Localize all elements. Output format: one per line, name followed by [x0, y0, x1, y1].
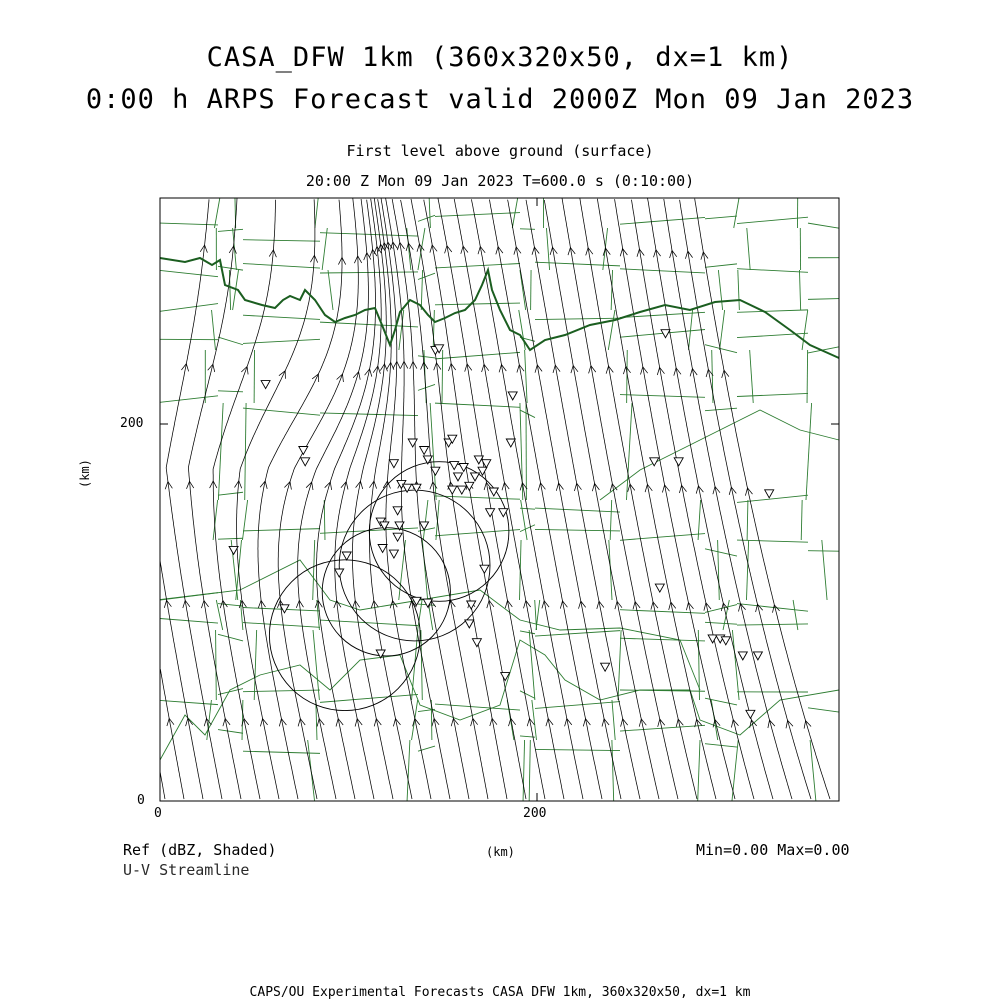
county-line — [529, 630, 535, 700]
county-line — [243, 529, 320, 531]
county-line — [750, 350, 754, 403]
streamline — [237, 199, 315, 799]
county-line — [808, 708, 839, 712]
county-line — [160, 270, 218, 276]
streamline — [160, 669, 184, 799]
station-marker — [393, 507, 402, 515]
county-line — [747, 228, 750, 270]
streamline — [386, 199, 450, 800]
county-line — [822, 540, 827, 600]
county-line — [212, 310, 216, 350]
county-line — [315, 198, 318, 228]
station-marker — [480, 565, 489, 573]
county-line — [243, 408, 320, 415]
county-line — [243, 315, 320, 319]
county-line — [801, 500, 802, 540]
streamline — [680, 200, 811, 799]
station-marker — [408, 439, 417, 447]
station-marker — [601, 663, 610, 671]
county-line — [718, 540, 720, 600]
station-marker — [765, 490, 774, 498]
station-marker — [746, 710, 755, 718]
county-line — [243, 339, 320, 343]
county-line — [407, 740, 410, 801]
county-line — [435, 303, 520, 305]
county-line — [242, 500, 247, 540]
state-border — [160, 258, 839, 358]
county-line — [520, 631, 535, 634]
county-line — [620, 610, 705, 614]
county-line — [620, 269, 705, 273]
county-line — [612, 740, 614, 801]
radar-ring — [269, 560, 420, 711]
county-line — [737, 604, 808, 612]
station-marker — [389, 550, 398, 558]
station-marker — [708, 635, 717, 643]
county-line — [435, 704, 520, 710]
county-line — [423, 500, 428, 540]
station-marker — [448, 486, 457, 494]
county-line — [218, 634, 243, 641]
county-line — [698, 740, 700, 801]
level-label: First level above ground (surface) — [346, 142, 654, 160]
county-line — [418, 356, 435, 358]
county-line — [546, 228, 549, 270]
county-line — [737, 310, 808, 312]
station-marker — [721, 637, 730, 645]
county-line — [218, 337, 243, 345]
county-line — [243, 623, 320, 628]
county-line — [689, 310, 693, 350]
county-line — [418, 228, 425, 270]
county-line — [519, 310, 526, 350]
county-line — [806, 403, 812, 500]
county-line — [705, 216, 737, 219]
county-line — [218, 403, 223, 500]
county-line — [535, 318, 620, 319]
x-axis-label: (km) — [486, 845, 515, 859]
station-markers — [229, 330, 774, 719]
streamline — [370, 199, 413, 799]
streamline — [381, 199, 431, 800]
streamline — [278, 198, 358, 799]
county-line — [245, 403, 246, 500]
station-marker — [261, 381, 270, 389]
county-line — [160, 396, 218, 403]
county-line — [418, 384, 435, 390]
station-marker — [229, 546, 238, 554]
county-line — [160, 304, 218, 312]
county-line — [242, 700, 243, 740]
radar-range-rings — [269, 462, 509, 711]
station-marker — [655, 584, 664, 592]
station-marker — [393, 533, 402, 541]
streamline — [508, 200, 621, 799]
county-line — [732, 630, 739, 700]
station-marker — [378, 545, 387, 553]
county-line — [747, 500, 748, 540]
county-line — [320, 272, 418, 273]
streamline — [401, 200, 488, 799]
county-line — [218, 492, 243, 495]
station-marker — [450, 462, 459, 470]
county-line — [218, 730, 243, 734]
county-line — [808, 299, 839, 300]
county-line — [535, 749, 620, 750]
station-marker — [753, 652, 762, 660]
county-line — [535, 702, 620, 709]
county-line — [807, 350, 808, 403]
county-line — [160, 223, 218, 225]
county-line — [160, 700, 218, 704]
streamline — [695, 199, 830, 799]
county-line — [618, 630, 621, 700]
county-line — [793, 600, 798, 630]
county-line — [705, 549, 737, 556]
county-line — [608, 310, 615, 350]
streamline — [160, 771, 165, 799]
county-line — [737, 495, 808, 502]
y-tick-200: 200 — [120, 416, 144, 431]
county-line — [320, 620, 418, 626]
streamline — [648, 198, 773, 799]
contour-field-legend: U-V Streamline — [123, 861, 250, 879]
station-marker — [486, 509, 495, 517]
station-marker — [301, 458, 310, 466]
county-line — [243, 751, 320, 753]
county-line — [620, 638, 705, 641]
county-line — [737, 540, 808, 542]
main-title: CASA_DFW 1km (360x320x50, dx=1 km) — [206, 42, 794, 73]
county-line — [313, 540, 315, 600]
county-line — [520, 270, 526, 310]
x-tick-200: 200 — [523, 806, 547, 821]
county-line — [705, 264, 737, 267]
county-line — [536, 600, 540, 630]
station-marker — [506, 439, 515, 447]
county-line — [429, 198, 430, 228]
county-line — [808, 223, 839, 228]
county-line — [520, 525, 535, 532]
county-line — [322, 228, 327, 270]
station-marker — [423, 599, 432, 607]
county-line — [535, 529, 620, 530]
county-line — [243, 240, 320, 242]
county-line — [738, 270, 740, 310]
county-line — [718, 270, 722, 310]
station-marker — [454, 473, 463, 481]
county-line — [737, 393, 808, 396]
county-line — [254, 630, 256, 700]
county-line — [705, 408, 737, 411]
county-line — [620, 217, 705, 224]
station-marker — [420, 447, 429, 455]
station-marker — [389, 460, 398, 468]
shaded-field-legend: Ref (dBZ, Shaded) — [123, 841, 277, 859]
county-line — [421, 270, 422, 310]
county-line — [746, 540, 748, 600]
min-max-label: Min=0.00 Max=0.00 — [696, 841, 850, 859]
county-line — [313, 630, 319, 700]
streamline — [631, 200, 754, 799]
county-line — [218, 229, 243, 231]
county-line — [535, 508, 620, 512]
station-marker — [457, 486, 466, 494]
county-line — [218, 391, 243, 392]
county-line — [435, 264, 520, 268]
county-line — [705, 622, 737, 624]
time-label: 20:00 Z Mon 09 Jan 2023 T=600.0 s (0:10:00) — [305, 172, 695, 190]
station-marker — [471, 473, 480, 481]
county-line — [529, 740, 530, 801]
county-line — [435, 352, 520, 358]
station-marker — [299, 447, 308, 455]
county-line — [535, 262, 620, 266]
county-line — [799, 270, 800, 310]
y-axis-label: (km) — [78, 459, 92, 488]
county-line — [705, 345, 737, 353]
county-line — [418, 273, 435, 279]
county-line — [810, 740, 816, 801]
streamline — [317, 200, 376, 799]
county-line — [435, 213, 520, 217]
county-line — [218, 538, 243, 539]
county-line — [705, 605, 737, 613]
station-marker — [508, 392, 517, 400]
county-line — [328, 270, 333, 310]
county-line — [418, 215, 435, 221]
station-marker — [465, 620, 474, 628]
red-river-border — [160, 258, 839, 358]
station-marker — [335, 569, 344, 577]
station-marker — [342, 552, 351, 560]
county-line — [243, 264, 320, 269]
y-tick-0: 0 — [137, 793, 145, 808]
county-line — [214, 198, 219, 228]
county-line — [216, 630, 217, 700]
county-line — [521, 500, 527, 540]
county-line — [612, 700, 615, 740]
county-line — [620, 395, 705, 398]
x-tick-0: 0 — [154, 806, 162, 821]
station-marker — [674, 458, 683, 466]
station-marker — [472, 639, 481, 647]
county-line — [317, 600, 320, 630]
county-line — [720, 310, 725, 350]
county-line — [535, 631, 620, 636]
county-line — [435, 403, 520, 407]
forecast-title: 0:00 h ARPS Forecast valid 2000Z Mon 09 Jan 2023 — [85, 84, 915, 115]
county-line — [520, 691, 535, 699]
county-line — [737, 269, 808, 273]
county-line — [324, 500, 325, 540]
county-line — [320, 233, 418, 236]
county-line — [609, 540, 612, 600]
station-marker — [738, 652, 747, 660]
county-line — [802, 310, 808, 350]
streamline — [526, 200, 640, 799]
station-marker — [420, 522, 429, 530]
footer-credit: CAPS/OU Experimental Forecasts CASA DFW 1km, 360x320x50, dx=1 km — [249, 985, 751, 1000]
county-line — [610, 500, 612, 540]
